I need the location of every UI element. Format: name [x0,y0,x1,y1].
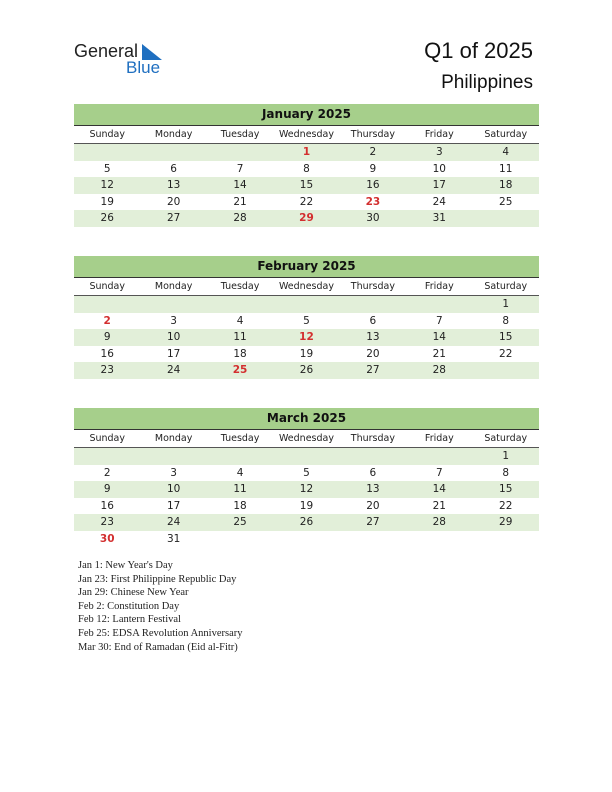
weekday-label: Saturday [484,281,528,292]
day-cell [273,531,339,548]
day-cell: 16 [366,179,380,191]
weekday-label: Monday [154,129,193,140]
week-row [74,531,539,548]
day-cell: 22 [499,499,513,512]
day-cell [74,448,140,465]
day-cell: 20 [166,195,181,208]
weekday-label: Sunday [89,433,125,444]
day-cell: 10 [432,162,446,175]
day-cell: 5 [303,314,310,327]
day-cell: 8 [502,466,510,479]
month-calendar-march [74,408,539,547]
day-cell: 15 [299,179,314,191]
day-cell: 25 [233,516,247,528]
weekday-label: Friday [424,433,454,444]
day-cell: 27 [366,364,380,376]
weekday-label: Saturday [484,433,528,444]
day-cell: 19 [299,347,314,360]
day-cell [207,448,273,465]
holiday-note: Mar 30: End of Ramadan (Eid al-Fitr) [78,641,238,653]
page-title: Q1 of 2025 [424,38,533,63]
week-row [74,498,539,515]
weekday-label: Friday [424,129,454,140]
day-cell: 21 [432,499,446,512]
logo-text-blue: Blue [126,58,161,77]
weekday-label: Sunday [89,129,125,140]
holiday-note: Jan 29: Chinese New Year [78,587,189,599]
day-cell: 28 [233,212,247,224]
day-cell: 1 [502,450,510,462]
day-cell: 6 [369,314,377,327]
logo-text-general: General [74,41,139,61]
day-cell: 4 [236,466,244,479]
day-cell: 23 [100,364,114,376]
day-cell: 9 [103,331,111,343]
month-calendar-january [74,104,539,227]
weekday-header-row [74,278,539,296]
week-row [74,177,539,194]
holiday-note: Feb 25: EDSA Revolution Anniversary [78,627,243,639]
day-cell [406,296,472,313]
day-cell [273,448,339,465]
day-cell [473,362,539,379]
day-cell [473,210,539,227]
day-cell: 29 [299,212,314,224]
day-cell: 23 [100,516,114,528]
week-row [74,313,539,330]
weekday-label: Sunday [89,281,125,292]
month-header: January 2025 [74,104,539,126]
holiday-notes [78,559,243,654]
day-cell: 17 [166,499,181,512]
day-cell: 13 [366,483,380,495]
day-cell [207,144,273,161]
day-cell [406,448,472,465]
holiday-note: Jan 1: New Year's Day [78,560,173,571]
day-cell: 8 [303,162,310,175]
day-cell: 24 [166,516,181,528]
weekday-label: Thursday [350,433,395,444]
day-cell [406,531,472,548]
week-row [74,210,539,227]
weekday-label: Wednesday [278,129,334,140]
day-cell: 11 [233,331,247,343]
day-cell [140,144,206,161]
week-row [74,296,539,313]
day-cell [140,296,206,313]
day-cell: 2 [103,314,111,327]
day-cell: 15 [499,331,513,343]
day-cell: 4 [236,314,244,327]
day-cell: 18 [233,499,247,512]
day-cell: 9 [369,162,377,175]
day-cell [473,531,539,548]
day-cell: 22 [499,347,513,360]
weekday-label: Tuesday [220,281,260,292]
weekday-label: Wednesday [278,433,334,444]
day-cell [273,296,339,313]
day-cell: 19 [299,499,314,512]
day-cell: 13 [166,179,181,191]
day-cell: 4 [502,146,510,158]
week-row [74,194,539,211]
day-cell: 20 [366,499,380,512]
day-cell: 7 [236,162,244,175]
day-cell: 12 [299,331,314,343]
day-cell: 6 [369,466,377,479]
day-cell: 17 [166,347,181,360]
week-row [74,465,539,482]
month-header: March 2025 [74,408,539,430]
day-cell: 14 [432,331,446,343]
day-cell [207,531,273,548]
week-row [74,329,539,346]
day-cell: 5 [303,466,310,479]
week-row [74,448,539,465]
day-cell [207,296,273,313]
day-cell: 3 [170,466,177,479]
weekday-label: Monday [154,433,193,444]
weekday-label: Tuesday [220,129,260,140]
day-cell: 24 [166,364,181,376]
day-cell: 7 [435,466,443,479]
weekday-header-row [74,126,539,144]
week-row [74,514,539,531]
day-cell: 11 [499,162,513,175]
day-cell: 30 [99,532,115,545]
day-cell [340,448,406,465]
day-cell: 15 [499,483,513,495]
day-cell: 20 [366,347,380,360]
holiday-note: Feb 12: Lantern Festival [78,614,181,626]
week-row [74,346,539,363]
day-cell: 1 [502,298,510,310]
country-name: Philippines [441,72,533,93]
month-header: February 2025 [74,256,539,278]
day-cell: 27 [366,516,380,528]
day-cell: 31 [166,532,181,545]
holiday-note: Jan 23: First Philippine Republic Day [78,573,237,585]
day-cell: 14 [233,179,247,191]
day-cell: 12 [299,483,314,495]
day-cell: 5 [103,162,111,175]
day-cell: 23 [365,195,381,208]
day-cell: 21 [233,195,247,208]
day-cell: 18 [499,179,513,191]
day-cell: 2 [369,146,377,158]
day-cell [340,296,406,313]
weekday-header-row [74,430,539,448]
holiday-note: Feb 2: Constitution Day [78,600,180,612]
day-cell: 26 [100,212,114,224]
weekday-label: Thursday [350,129,395,140]
day-cell: 28 [432,516,446,528]
generalblue-logo [74,41,184,81]
month-calendar-february [74,256,539,379]
day-cell: 12 [100,179,114,191]
day-cell: 19 [100,195,114,208]
day-cell: 30 [366,212,380,224]
day-cell: 18 [233,347,247,360]
day-cell: 3 [170,314,177,327]
day-cell [74,296,140,313]
day-cell: 28 [432,364,446,376]
day-cell: 3 [435,146,443,158]
day-cell: 7 [435,314,443,327]
day-cell [340,531,406,548]
day-cell: 26 [299,364,314,376]
day-cell: 31 [432,212,446,224]
weekday-label: Wednesday [278,281,334,292]
day-cell [140,448,206,465]
week-row [74,144,539,161]
week-row [74,362,539,379]
day-cell: 16 [100,347,114,360]
day-cell: 6 [170,162,177,175]
day-cell: 21 [432,347,446,360]
day-cell: 13 [366,331,380,343]
day-cell [74,144,140,161]
day-cell: 14 [432,483,446,495]
day-cell: 25 [499,195,513,208]
day-cell: 17 [432,179,446,191]
week-row [74,481,539,498]
day-cell: 27 [166,212,181,224]
day-cell: 10 [166,483,181,495]
day-cell: 1 [302,146,311,158]
day-cell: 10 [166,331,181,343]
weekday-label: Thursday [350,281,395,292]
day-cell: 16 [100,499,114,512]
weekday-label: Friday [424,281,454,292]
day-cell: 2 [103,466,111,479]
day-cell: 8 [502,314,510,327]
weekday-label: Saturday [484,129,528,140]
weekday-label: Monday [154,281,193,292]
day-cell: 26 [299,516,314,528]
weekday-label: Tuesday [220,433,260,444]
day-cell: 22 [299,195,314,208]
day-cell: 29 [499,516,513,528]
day-cell: 9 [103,483,111,495]
day-cell: 11 [233,483,247,495]
day-cell: 25 [232,364,248,376]
week-row [74,161,539,178]
day-cell: 24 [432,195,446,208]
